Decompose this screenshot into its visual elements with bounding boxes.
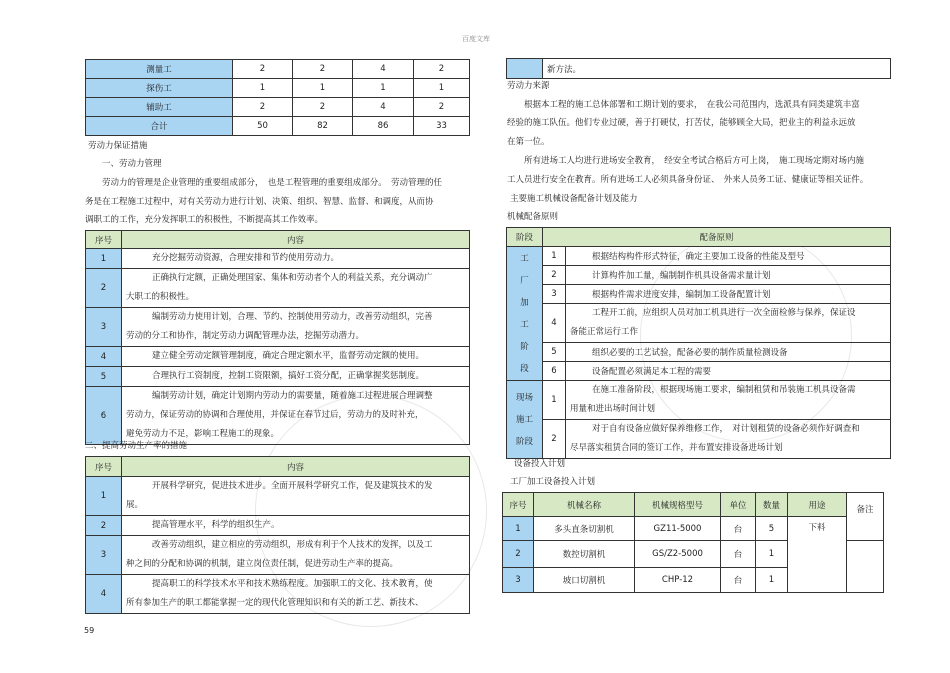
machine-model: GZ11-5000 — [635, 517, 721, 541]
header-no: 序号 — [86, 231, 122, 249]
row-content: 组织必要的工艺试验，配备必要的制作质量检测设备 — [566, 343, 891, 362]
cell: 1 — [293, 79, 353, 98]
row-number: 1 — [543, 247, 566, 266]
cell: 2 — [293, 98, 353, 117]
row-number: 6 — [543, 362, 566, 381]
row-content: 工程开工前，应组织人员对加工机具进行一次全面检修与保养，保证设 备能正常运行工作 — [566, 304, 891, 343]
row-number: 1 — [503, 517, 534, 541]
row-content: 正确执行定额，正确处理国家、集体和劳动者个人的利益关系，充分调动广 大职工的积极性。 — [122, 269, 470, 308]
machine-unit: 台 — [721, 517, 756, 541]
heading-factory: 工厂加工设备投入计划 — [510, 477, 596, 487]
row-content: 设备配置必须满足本工程的需要 — [566, 362, 891, 381]
header-content: 内容 — [122, 231, 470, 249]
source-line: 经验的施工队伍。他们专业过硬，善于打硬仗，打苦仗，能够顾全大局，把业主的利益永远放 — [507, 118, 856, 128]
machine-model: CHP-12 — [635, 568, 721, 593]
row-number: 2 — [86, 269, 122, 308]
row-content: 开展科学研究，促进技术进步。全面开展科学研究工作，促及建筑技术的发 展。 — [122, 477, 470, 516]
row-number: 4 — [86, 347, 122, 367]
row-number: 2 — [543, 266, 566, 285]
header-principle: 配备原则 — [543, 228, 891, 247]
header-name: 机械名称 — [534, 493, 635, 517]
row-content: 根据结构构件形式特征，确定主要加工设备的性能及型号 — [566, 247, 891, 266]
worker-name: 探伤工 — [86, 79, 233, 98]
header-use: 用途 — [788, 493, 847, 517]
row-content: 编制劳动力使用计划，合理、节约、控制使用劳动力，改善劳动组织，完善 劳动的分工和协作，制定劳动力调配管理办法，挖掘劳动潜力。 — [122, 308, 470, 347]
row-number: 1 — [543, 381, 566, 420]
source-line: 在第一位。 — [507, 137, 550, 147]
source-line: 所有进场工人均进行进场安全教育， 经安全考试合格后方可上岗， 施工现场定期对场内施 — [524, 156, 865, 166]
heading-source: 劳动力来源 — [507, 81, 550, 91]
row-content: 根据构件需求进度安排，编制加工设备配置计划 — [566, 285, 891, 304]
header-no: 序号 — [86, 457, 122, 477]
cell: 1 — [233, 79, 293, 98]
cell: 2 — [293, 60, 353, 79]
row-content: 改善劳动组织，建立相应的劳动组织，形成有利于个人技术的发挥，以及工 种之间的分配和协调的机制，建立岗位责任制，促进劳动生产率的提高。 — [122, 536, 470, 575]
row-number: 3 — [86, 536, 122, 575]
heading-management: 一、劳动力管理 — [102, 159, 162, 169]
cell: 1 — [414, 79, 470, 98]
header-unit: 单位 — [721, 493, 756, 517]
machine-unit: 台 — [721, 541, 756, 568]
row-content: 对于自有设备应做好保养维修工作， 对计划租赁的设备必须作好调查和 尽早落实租赁合同的签订工作，并布置安排设备进场计划 — [566, 420, 891, 459]
remark-cell — [847, 541, 884, 593]
row-number: 1 — [86, 477, 122, 516]
cell: 1 — [353, 79, 414, 98]
machine-model: GS/Z2-5000 — [635, 541, 721, 568]
productivity-table — [85, 456, 470, 614]
continuation-table — [506, 58, 891, 79]
machine-name: 多头直条切割机 — [534, 517, 635, 541]
cell: 86 — [353, 117, 414, 136]
header-qty: 数量 — [756, 493, 788, 517]
row-number: 5 — [86, 367, 122, 387]
cell: 2 — [233, 98, 293, 117]
source-line: 根据本工程的施工总体部署和工期计划的要求， 在我公司范围内，选派具有同类建筑丰富 — [524, 100, 860, 110]
heading-guarantee: 劳动力保证措施 — [88, 141, 148, 151]
continuation-content: 新方法。 — [543, 59, 891, 79]
paragraph-line: 调职工的工作，充分发挥职工的积极性，不断提高其工作效率。 — [85, 215, 324, 225]
header-content: 内容 — [122, 457, 470, 477]
cell: 2 — [233, 60, 293, 79]
row-number: 3 — [86, 308, 122, 347]
cell: 50 — [233, 117, 293, 136]
row-content: 提高职工的科学技术水平和技术熟练程度。加强职工的文化、技术教育，使 所有参加生产的职工都能掌握一定的现代化管理知识和有关的新工艺、新技术、 — [122, 575, 470, 614]
cell: 4 — [353, 60, 414, 79]
row-content: 提高管理水平，科学的组织生产。 — [122, 516, 470, 536]
heading-input: 设备投入计划 — [514, 459, 566, 469]
page-number: 59 — [84, 626, 95, 635]
worker-name: 辅助工 — [86, 98, 233, 117]
header-remark: 备注 — [847, 493, 884, 541]
row-number: 2 — [503, 541, 534, 568]
machine-qty: 1 — [756, 568, 788, 593]
paragraph-line: 务是在工程施工过程中，对有关劳动力进行计划、决策、组织、智慧、监督、和调度，从而协 — [85, 197, 434, 207]
worker-table — [85, 59, 470, 136]
header-brand: 百度文库 — [462, 35, 490, 43]
source-line: 工人员进行安全在教育。所有进场工人必须具备身份证、 外来人员务工证、健康证等相关证件。 — [507, 175, 869, 185]
row-number: 4 — [86, 575, 122, 614]
row-content: 计算构件加工量，编制制作机具设备需求量计划 — [566, 266, 891, 285]
row-number: 1 — [86, 249, 122, 269]
row-number: 6 — [86, 387, 122, 445]
heading-principle: 机械配备原则 — [507, 212, 559, 222]
header-model: 机械规格型号 — [635, 493, 721, 517]
cell: 2 — [414, 60, 470, 79]
row-number: 2 — [543, 420, 566, 459]
worker-name: 测量工 — [86, 60, 233, 79]
cell: 2 — [414, 98, 470, 117]
header-stage: 阶段 — [507, 228, 543, 247]
row-content: 建立健全劳动定额管理制度，确定合理定额水平，监督劳动定额的使用。 — [122, 347, 470, 367]
paragraph-line: 劳动力的管理是企业管理的重要组成部分， 也是工程管理的重要组成部分。 劳动管理的任 — [102, 178, 443, 188]
machine-name: 坡口切割机 — [534, 568, 635, 593]
stage-factory: 工 厂 加 工 阶 段 — [507, 247, 543, 381]
principle-table — [506, 227, 891, 459]
row-number: 4 — [543, 304, 566, 343]
row-content: 充分挖掘劳动资源，合理安排和节约使用劳动力。 — [122, 249, 470, 269]
machine-qty: 5 — [756, 517, 788, 541]
header-no: 序号 — [503, 493, 534, 517]
heading-machine-plan: 主要施工机械设备配备计划及能力 — [510, 194, 638, 204]
row-number: 5 — [543, 343, 566, 362]
management-table — [85, 230, 470, 445]
row-number: 3 — [503, 568, 534, 593]
row-number: 2 — [86, 516, 122, 536]
heading-productivity: 二、提高劳动生产率的措施 — [85, 441, 188, 451]
cell: 4 — [353, 98, 414, 117]
machine-name: 数控切割机 — [534, 541, 635, 568]
row-content: 合理执行工资制度，控制工资限额，搞好工资分配，正确掌握奖惩制度。 — [122, 367, 470, 387]
cell: 82 — [293, 117, 353, 136]
machine-unit: 台 — [721, 568, 756, 593]
continuation-number — [507, 59, 543, 79]
cell: 33 — [414, 117, 470, 136]
row-number: 3 — [543, 285, 566, 304]
machine-use: 下料 — [788, 517, 847, 593]
machine-qty: 1 — [756, 541, 788, 568]
stage-site: 现场 施工 阶段 — [507, 381, 543, 459]
row-content: 在施工准备阶段，根据现场施工要求，编制租赁和吊装施工机具设备需 用量和进出场时间计划 — [566, 381, 891, 420]
total-label: 合计 — [86, 117, 233, 136]
row-content: 编制劳动计划，确定计划期内劳动力的需要量，随着施工过程进展合理调整 劳动力，保证劳动的协调和合理使用，并保证在春节过后，劳动力的及时补充， 避免劳动力不足，影响工程施工的现象。 — [122, 387, 470, 445]
equipment-table — [502, 492, 884, 593]
